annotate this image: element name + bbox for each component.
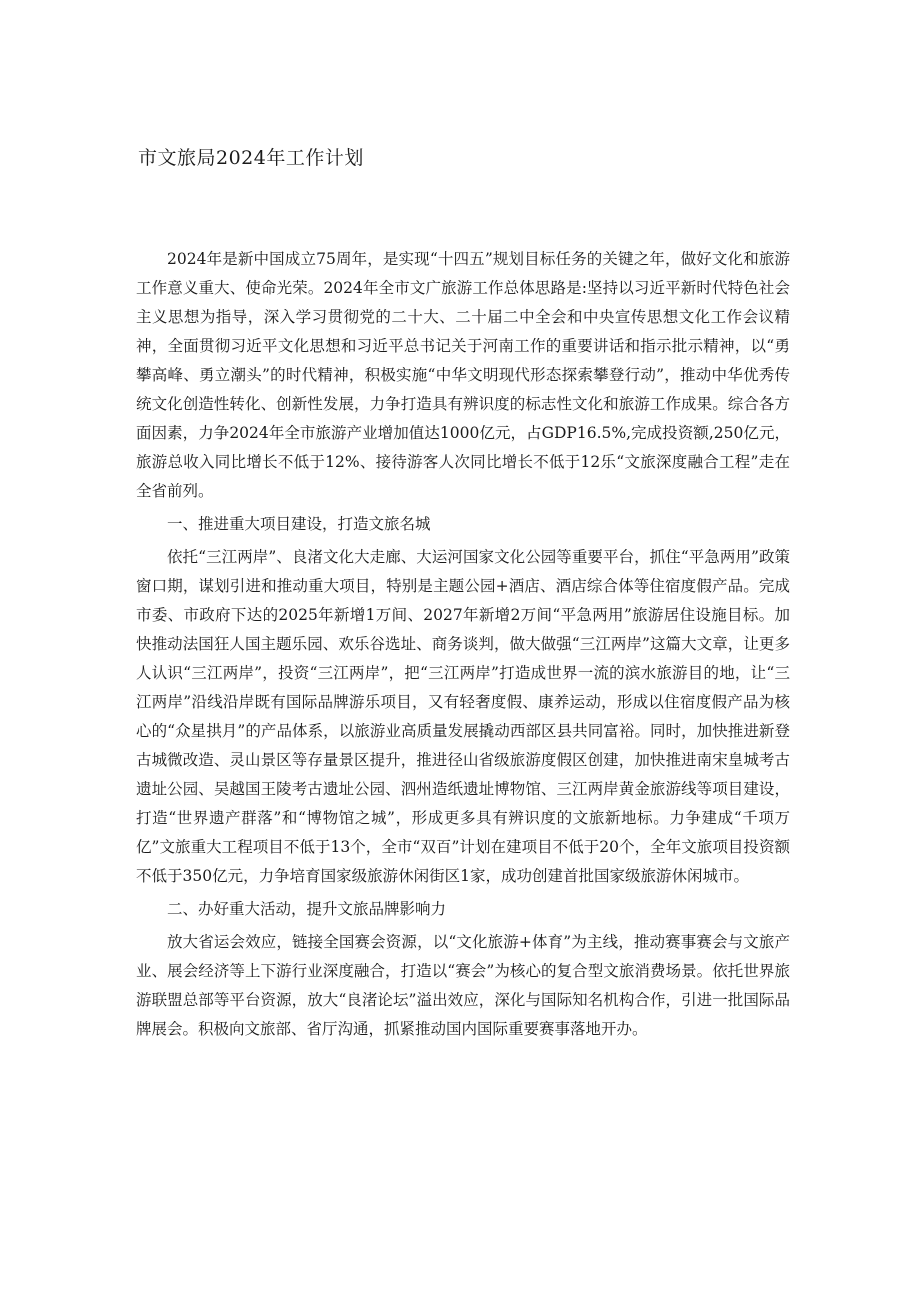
section-heading-1: 一、推进重大项目建设，打造文旅名城 — [167, 515, 431, 533]
section-paragraph-2: 放大省运会效应，链接全国赛会资源，以“文化旅游+体育”为主线，推动赛事赛会与文旅产业、展会经济等上下游行业深度融合，打造以“赛会”为核心的复合型文旅消费场景。依托世界旅游联盟总部等平台资源，放大“良渚论坛”溢出效应，深化与国际知名机构合作，引进一批国际品牌展会。积极向文旅部、省厅沟通，抓紧推动国内国际重要赛事落地开办。 — [136, 933, 790, 1038]
document-body — [136, 245, 790, 1044]
intro-paragraph: 2024年是新中国成立75周年，是实现“十四五”规划目标任务的关键之年，做好文化和旅游工作意义重大、使命光荣。2024年全市文广旅游工作总体思路是:坚持以习近平新时代特色社会主义思想为指导，深入学习贯彻党的二十大、二十届二中全会和中央宣传思想文化工作会议精神，全面贯彻习近平文化思想和习近平总书记关于河南工作的重要讲话和指示批示精神，以“勇攀高峰、勇立潮头”的时代精神，积极实施“中华文明现代形态探索攀登行动”，推动中华优秀传统文化创造性转化、创新性发展，力争打造具有辨识度的标志性文化和旅游工作成果。综合各方面因素，力争2024年全市旅游产业增加值达1000亿元，占GDP16.5%,完成投资额,250亿元，旅游总收入同比增长不低于12%、接待游客人次同比增长不低于12乐“文旅深度融合工程”走在全省前列。 — [136, 250, 790, 500]
section-heading-2: 二、办好重大活动，提升文旅品牌影响力 — [167, 900, 447, 918]
section-paragraph-1: 依托“三江两岸”、良渚文化大走廊、大运河国家文化公园等重要平台，抓住“平急两用”政策窗口期，谋划引进和推动重大项目，特别是主题公园+酒店、酒店综合体等住宿度假产品。完成市委、市政府下达的2025年新增1万间、2027年新增2万间“平急两用”旅游居住设施目标。加快推动法国狂人国主题乐园、欢乐谷选址、商务谈判，做大做强“三江两岸”这篇大文章，让更多人认识“三江两岸”，投资“三江两岸”，把“三江两岸”打造成世界一流的滨水旅游目的地，让“三江两岸”沿线沿岸既有国际品牌游乐项目，又有轻奢度假、康养运动，形成以住宿度假产品为核心的“众星拱月”的产品体系，以旅游业高质量发展撬动西部区县共同富裕。同时，加快推进新登古城微改造、灵山景区等存量景区提升，推进径山省级旅游度假区创建，加快推进南宋皇城考古遗址公园、吴越国王陵考古遗址公园、泗州造纸遗址博物馆、三江两岸黄金旅游线等项目建设，打造“世界遗产群落”和“博物馆之城”，形成更多具有辨识度的文旅新地标。力争建成“千项万亿”文旅重大工程项目不低于13个，全市“双百”计划在建项目不低于20个，全年文旅项目投资额不低于350亿元，力争培育国家级旅游休闲街区1家，成功创建首批国家级旅游休闲城市。 — [136, 548, 790, 885]
document-title: 市文旅局2024年工作计划 — [138, 147, 364, 169]
